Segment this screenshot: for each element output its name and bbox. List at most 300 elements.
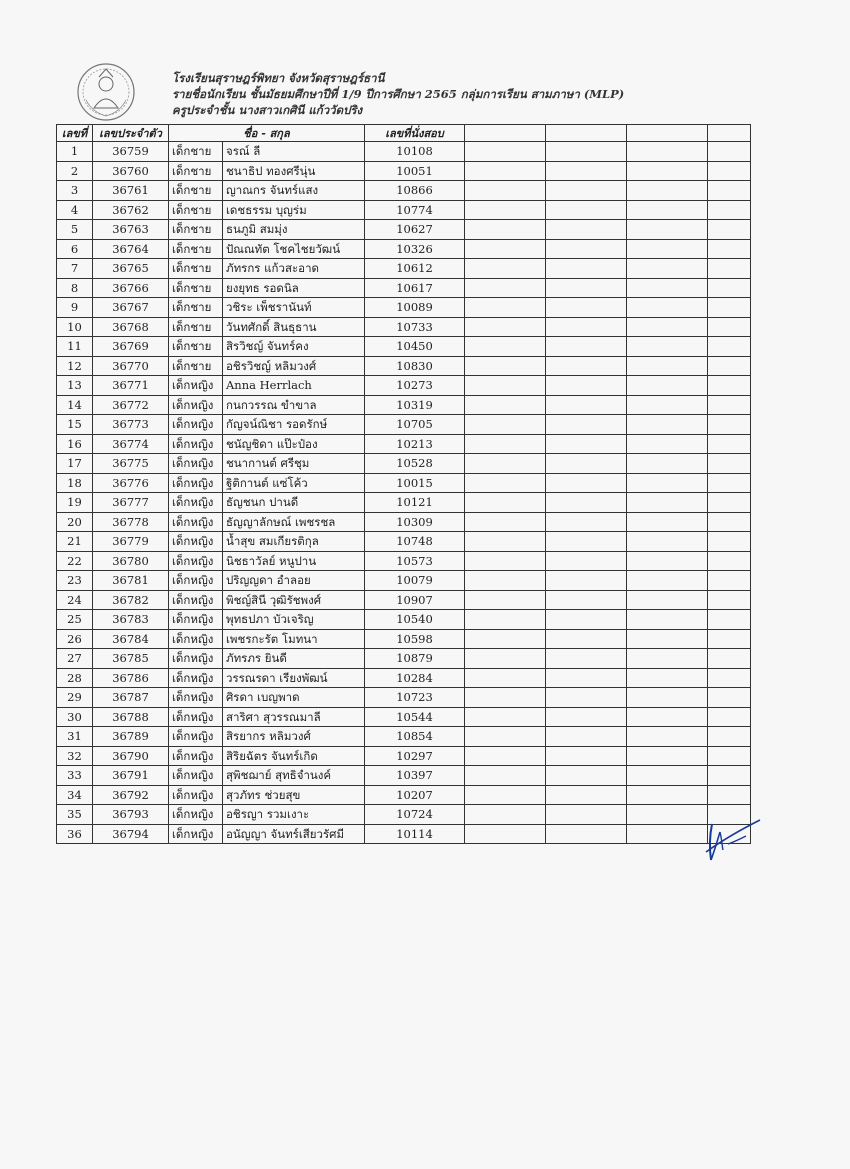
student-id: 36788 — [93, 707, 169, 727]
student-id: 36763 — [93, 220, 169, 240]
blank-cell — [627, 142, 708, 162]
student-name: สิรวิชญ์ จันทร์คง — [223, 337, 365, 357]
name-prefix: เด็กหญิง — [169, 824, 223, 844]
student-name: ชนาธิป ทองศรีนุ่น — [223, 161, 365, 181]
student-id: 36765 — [93, 259, 169, 279]
row-no: 16 — [57, 434, 93, 454]
row-no: 6 — [57, 239, 93, 259]
student-name: วรรณรดา เรียงพัฒน์ — [223, 668, 365, 688]
blank-cell — [627, 473, 708, 493]
exam-seat: 10297 — [365, 746, 465, 766]
student-id: 36771 — [93, 376, 169, 396]
row-no: 12 — [57, 356, 93, 376]
blank-cell — [627, 454, 708, 474]
header-blank — [546, 125, 627, 142]
student-id: 36782 — [93, 590, 169, 610]
blank-cell — [546, 376, 627, 396]
name-prefix: เด็กหญิง — [169, 454, 223, 474]
exam-seat: 10774 — [365, 200, 465, 220]
name-prefix: เด็กชาย — [169, 239, 223, 259]
blank-cell — [708, 278, 751, 298]
row-no: 28 — [57, 668, 93, 688]
blank-cell — [627, 376, 708, 396]
student-id: 36773 — [93, 415, 169, 435]
row-no: 36 — [57, 824, 93, 844]
roster-title: รายชื่อนักเรียน ชั้นมัธยมศึกษาปีที่ 1/9 ปีการศึกษา 2565 กลุ่มการเรียน สามภาษา (MLP) — [172, 87, 625, 101]
blank-cell — [627, 785, 708, 805]
blank-cell — [465, 434, 546, 454]
blank-cell — [546, 181, 627, 201]
name-prefix: เด็กหญิง — [169, 746, 223, 766]
name-prefix: เด็กหญิง — [169, 649, 223, 669]
table-row — [57, 688, 751, 708]
blank-cell — [627, 356, 708, 376]
exam-seat: 10866 — [365, 181, 465, 201]
blank-cell — [708, 473, 751, 493]
student-id: 36770 — [93, 356, 169, 376]
student-id: 36777 — [93, 493, 169, 513]
blank-cell — [465, 239, 546, 259]
blank-cell — [708, 512, 751, 532]
student-id: 36789 — [93, 727, 169, 747]
table-row — [57, 200, 751, 220]
blank-cell — [627, 688, 708, 708]
row-no: 35 — [57, 805, 93, 825]
student-id: 36775 — [93, 454, 169, 474]
row-no: 3 — [57, 181, 93, 201]
name-prefix: เด็กชาย — [169, 278, 223, 298]
row-no: 34 — [57, 785, 93, 805]
blank-cell — [627, 278, 708, 298]
student-name: ปริญญดา อำลอย — [223, 571, 365, 591]
blank-cell — [546, 239, 627, 259]
blank-cell — [627, 629, 708, 649]
student-name: ธัญญาลักษณ์ เพชรชล — [223, 512, 365, 532]
table-row — [57, 473, 751, 493]
exam-seat: 10854 — [365, 727, 465, 747]
name-prefix: เด็กชาย — [169, 161, 223, 181]
name-prefix: เด็กหญิง — [169, 571, 223, 591]
name-prefix: เด็กหญิง — [169, 551, 223, 571]
student-id: 36759 — [93, 142, 169, 162]
blank-cell — [708, 707, 751, 727]
name-prefix: เด็กหญิง — [169, 493, 223, 513]
table-row — [57, 532, 751, 552]
blank-cell — [708, 220, 751, 240]
blank-cell — [708, 161, 751, 181]
student-id: 36768 — [93, 317, 169, 337]
exam-seat: 10612 — [365, 259, 465, 279]
blank-cell — [465, 298, 546, 318]
row-no: 7 — [57, 259, 93, 279]
exam-seat: 10051 — [365, 161, 465, 181]
exam-seat: 10598 — [365, 629, 465, 649]
student-name: ภัทรกร แก้วสะอาด — [223, 259, 365, 279]
row-no: 11 — [57, 337, 93, 357]
table-row — [57, 239, 751, 259]
blank-cell — [546, 220, 627, 240]
name-prefix: เด็กชาย — [169, 181, 223, 201]
exam-seat: 10079 — [365, 571, 465, 591]
blank-cell — [627, 493, 708, 513]
exam-seat: 10879 — [365, 649, 465, 669]
exam-seat: 10830 — [365, 356, 465, 376]
school-seal-icon — [72, 60, 140, 124]
header-blank — [708, 125, 751, 142]
student-name: อชิรญา รวมเงาะ — [223, 805, 365, 825]
blank-cell — [465, 337, 546, 357]
blank-cell — [546, 161, 627, 181]
student-id: 36785 — [93, 649, 169, 669]
student-id: 36776 — [93, 473, 169, 493]
blank-cell — [465, 785, 546, 805]
student-id: 36779 — [93, 532, 169, 552]
table-row — [57, 766, 751, 786]
blank-cell — [546, 649, 627, 669]
row-no: 10 — [57, 317, 93, 337]
row-no: 26 — [57, 629, 93, 649]
blank-cell — [708, 454, 751, 474]
student-id: 36778 — [93, 512, 169, 532]
exam-seat: 10397 — [365, 766, 465, 786]
table-row — [57, 298, 751, 318]
blank-cell — [627, 727, 708, 747]
table-row — [57, 727, 751, 747]
table-row — [57, 356, 751, 376]
blank-cell — [465, 220, 546, 240]
blank-cell — [627, 512, 708, 532]
table-row — [57, 707, 751, 727]
header-blank — [627, 125, 708, 142]
student-name: ธนภูมิ สมมุ่ง — [223, 220, 365, 240]
blank-cell — [708, 415, 751, 435]
blank-cell — [708, 493, 751, 513]
student-id: 36760 — [93, 161, 169, 181]
blank-cell — [708, 337, 751, 357]
row-no: 4 — [57, 200, 93, 220]
student-name: จรณ์ ลี — [223, 142, 365, 162]
blank-cell — [465, 805, 546, 825]
exam-seat: 10015 — [365, 473, 465, 493]
row-no: 5 — [57, 220, 93, 240]
blank-cell — [627, 668, 708, 688]
name-prefix: เด็กหญิง — [169, 629, 223, 649]
blank-cell — [546, 532, 627, 552]
student-name: สิรยากร หลิมวงศ์ — [223, 727, 365, 747]
blank-cell — [465, 200, 546, 220]
blank-cell — [627, 824, 708, 844]
exam-seat: 10723 — [365, 688, 465, 708]
blank-cell — [627, 707, 708, 727]
student-name: Anna Herrlach — [223, 376, 365, 396]
exam-seat: 10326 — [365, 239, 465, 259]
blank-cell — [708, 317, 751, 337]
student-id: 36784 — [93, 629, 169, 649]
student-name: อนัญญา จันทร์เสียวรัศมี — [223, 824, 365, 844]
blank-cell — [708, 727, 751, 747]
blank-cell — [546, 298, 627, 318]
exam-seat: 10207 — [365, 785, 465, 805]
name-prefix: เด็กหญิง — [169, 532, 223, 552]
student-id: 36792 — [93, 785, 169, 805]
blank-cell — [465, 746, 546, 766]
blank-cell — [465, 532, 546, 552]
name-prefix: เด็กหญิง — [169, 766, 223, 786]
blank-cell — [708, 746, 751, 766]
name-prefix: เด็กหญิง — [169, 376, 223, 396]
blank-cell — [708, 181, 751, 201]
row-no: 8 — [57, 278, 93, 298]
exam-seat: 10450 — [365, 337, 465, 357]
blank-cell — [546, 746, 627, 766]
student-name: พิชญ์สินี วุฒิรัชพงศ์ — [223, 590, 365, 610]
blank-cell — [708, 298, 751, 318]
blank-cell — [546, 142, 627, 162]
name-prefix: เด็กหญิง — [169, 785, 223, 805]
table-row — [57, 415, 751, 435]
student-id: 36786 — [93, 668, 169, 688]
exam-seat: 10273 — [365, 376, 465, 396]
table-row — [57, 668, 751, 688]
student-name: น้ำสุข สมเกียรติกุล — [223, 532, 365, 552]
header-no: เลขที่ — [57, 125, 93, 142]
table-row — [57, 629, 751, 649]
student-name: ชนากานต์ ศรีชุม — [223, 454, 365, 474]
exam-seat: 10540 — [365, 610, 465, 630]
exam-seat: 10319 — [365, 395, 465, 415]
table-row — [57, 649, 751, 669]
blank-cell — [546, 278, 627, 298]
name-prefix: เด็กชาย — [169, 200, 223, 220]
blank-cell — [708, 434, 751, 454]
exam-seat: 10748 — [365, 532, 465, 552]
exam-seat: 10544 — [365, 707, 465, 727]
student-name: สิริยฉัตร จันทร์เกิด — [223, 746, 365, 766]
blank-cell — [708, 688, 751, 708]
student-id: 36780 — [93, 551, 169, 571]
blank-cell — [627, 766, 708, 786]
table-row — [57, 181, 751, 201]
table-row — [57, 805, 751, 825]
header-seat: เลขที่นั่งสอบ — [365, 125, 465, 142]
header-blank — [465, 125, 546, 142]
blank-cell — [627, 200, 708, 220]
name-prefix: เด็กหญิง — [169, 688, 223, 708]
name-prefix: เด็กหญิง — [169, 610, 223, 630]
table-row — [57, 454, 751, 474]
student-name: ชนัญชิดา แป๊ะป๋อง — [223, 434, 365, 454]
row-no: 27 — [57, 649, 93, 669]
blank-cell — [546, 454, 627, 474]
table-row — [57, 551, 751, 571]
row-no: 2 — [57, 161, 93, 181]
student-id: 36781 — [93, 571, 169, 591]
blank-cell — [465, 356, 546, 376]
blank-cell — [546, 766, 627, 786]
row-no: 18 — [57, 473, 93, 493]
blank-cell — [708, 356, 751, 376]
blank-cell — [627, 239, 708, 259]
blank-cell — [465, 512, 546, 532]
blank-cell — [627, 590, 708, 610]
blank-cell — [708, 395, 751, 415]
blank-cell — [465, 317, 546, 337]
table-row — [57, 434, 751, 454]
name-prefix: เด็กหญิง — [169, 473, 223, 493]
blank-cell — [627, 649, 708, 669]
row-no: 33 — [57, 766, 93, 786]
blank-cell — [627, 259, 708, 279]
row-no: 1 — [57, 142, 93, 162]
blank-cell — [465, 551, 546, 571]
blank-cell — [708, 376, 751, 396]
blank-cell — [465, 493, 546, 513]
row-no: 9 — [57, 298, 93, 318]
row-no: 32 — [57, 746, 93, 766]
blank-cell — [627, 805, 708, 825]
blank-cell — [627, 161, 708, 181]
blank-cell — [708, 259, 751, 279]
student-name: นิชธาวัลย์ หนูปาน — [223, 551, 365, 571]
blank-cell — [465, 590, 546, 610]
student-name: ยงยุทธ รอดนิล — [223, 278, 365, 298]
exam-seat: 10733 — [365, 317, 465, 337]
table-row — [57, 142, 751, 162]
blank-cell — [708, 629, 751, 649]
blank-cell — [546, 824, 627, 844]
name-prefix: เด็กชาย — [169, 142, 223, 162]
table-row — [57, 278, 751, 298]
table-row — [57, 590, 751, 610]
row-no: 23 — [57, 571, 93, 591]
student-roster-table — [56, 124, 751, 844]
name-prefix: เด็กชาย — [169, 298, 223, 318]
table-header-row — [57, 125, 751, 142]
student-name: ภัทรภร ยินดี — [223, 649, 365, 669]
student-id: 36766 — [93, 278, 169, 298]
table-row — [57, 161, 751, 181]
blank-cell — [465, 610, 546, 630]
row-no: 15 — [57, 415, 93, 435]
student-id: 36769 — [93, 337, 169, 357]
student-id: 36762 — [93, 200, 169, 220]
table-row — [57, 512, 751, 532]
student-name: ศิรดา เบญพาด — [223, 688, 365, 708]
blank-cell — [465, 415, 546, 435]
header-student-id: เลขประจำตัว — [93, 125, 169, 142]
blank-cell — [627, 551, 708, 571]
row-no: 19 — [57, 493, 93, 513]
student-name: สุพิชฌาย์ สุทธิจำนงค์ — [223, 766, 365, 786]
blank-cell — [546, 415, 627, 435]
blank-cell — [708, 200, 751, 220]
student-name: สาริศา สุวรรณมาลี — [223, 707, 365, 727]
exam-seat: 10573 — [365, 551, 465, 571]
row-no: 31 — [57, 727, 93, 747]
blank-cell — [627, 415, 708, 435]
blank-cell — [465, 649, 546, 669]
blank-cell — [627, 181, 708, 201]
student-name: อชิรวิชญ์ หลิมวงศ์ — [223, 356, 365, 376]
name-prefix: เด็กหญิง — [169, 727, 223, 747]
name-prefix: เด็กชาย — [169, 317, 223, 337]
blank-cell — [627, 610, 708, 630]
exam-seat: 10907 — [365, 590, 465, 610]
student-name: วชิระ เพ็ชรานันท์ — [223, 298, 365, 318]
student-name: กนกวรรณ ขำขาล — [223, 395, 365, 415]
blank-cell — [627, 298, 708, 318]
blank-cell — [708, 532, 751, 552]
blank-cell — [546, 727, 627, 747]
name-prefix: เด็กหญิง — [169, 668, 223, 688]
student-name: วันทศักดิ์ สินธุธาน — [223, 317, 365, 337]
row-no: 29 — [57, 688, 93, 708]
blank-cell — [627, 532, 708, 552]
blank-cell — [465, 571, 546, 591]
student-id: 36761 — [93, 181, 169, 201]
student-id: 36774 — [93, 434, 169, 454]
table-row — [57, 493, 751, 513]
name-prefix: เด็กหญิง — [169, 415, 223, 435]
blank-cell — [546, 571, 627, 591]
name-prefix: เด็กชาย — [169, 220, 223, 240]
row-no: 24 — [57, 590, 93, 610]
blank-cell — [627, 434, 708, 454]
name-prefix: เด็กชาย — [169, 337, 223, 357]
exam-seat: 10309 — [365, 512, 465, 532]
student-name: เพชรกะรัต โมทนา — [223, 629, 365, 649]
student-name: สุวภัทร ช่วยสุข — [223, 785, 365, 805]
student-id: 36787 — [93, 688, 169, 708]
exam-seat: 10121 — [365, 493, 465, 513]
blank-cell — [465, 142, 546, 162]
blank-cell — [465, 395, 546, 415]
student-id: 36772 — [93, 395, 169, 415]
blank-cell — [465, 181, 546, 201]
student-id: 36794 — [93, 824, 169, 844]
blank-cell — [465, 376, 546, 396]
row-no: 20 — [57, 512, 93, 532]
blank-cell — [708, 239, 751, 259]
student-name: กัญจน์ณิชา รอดรักษ์ — [223, 415, 365, 435]
blank-cell — [708, 668, 751, 688]
blank-cell — [708, 571, 751, 591]
student-name: ญาณกร จันทร์แสง — [223, 181, 365, 201]
blank-cell — [546, 805, 627, 825]
document-header — [172, 70, 732, 118]
blank-cell — [546, 707, 627, 727]
student-id: 36791 — [93, 766, 169, 786]
blank-cell — [546, 551, 627, 571]
blank-cell — [546, 473, 627, 493]
blank-cell — [465, 727, 546, 747]
table-row — [57, 337, 751, 357]
exam-seat: 10528 — [365, 454, 465, 474]
blank-cell — [465, 688, 546, 708]
blank-cell — [546, 785, 627, 805]
table-row — [57, 610, 751, 630]
row-no: 30 — [57, 707, 93, 727]
blank-cell — [708, 610, 751, 630]
table-row — [57, 785, 751, 805]
blank-cell — [465, 824, 546, 844]
student-id: 36783 — [93, 610, 169, 630]
exam-seat: 10724 — [365, 805, 465, 825]
blank-cell — [546, 317, 627, 337]
table-row — [57, 317, 751, 337]
blank-cell — [708, 590, 751, 610]
table-row — [57, 220, 751, 240]
